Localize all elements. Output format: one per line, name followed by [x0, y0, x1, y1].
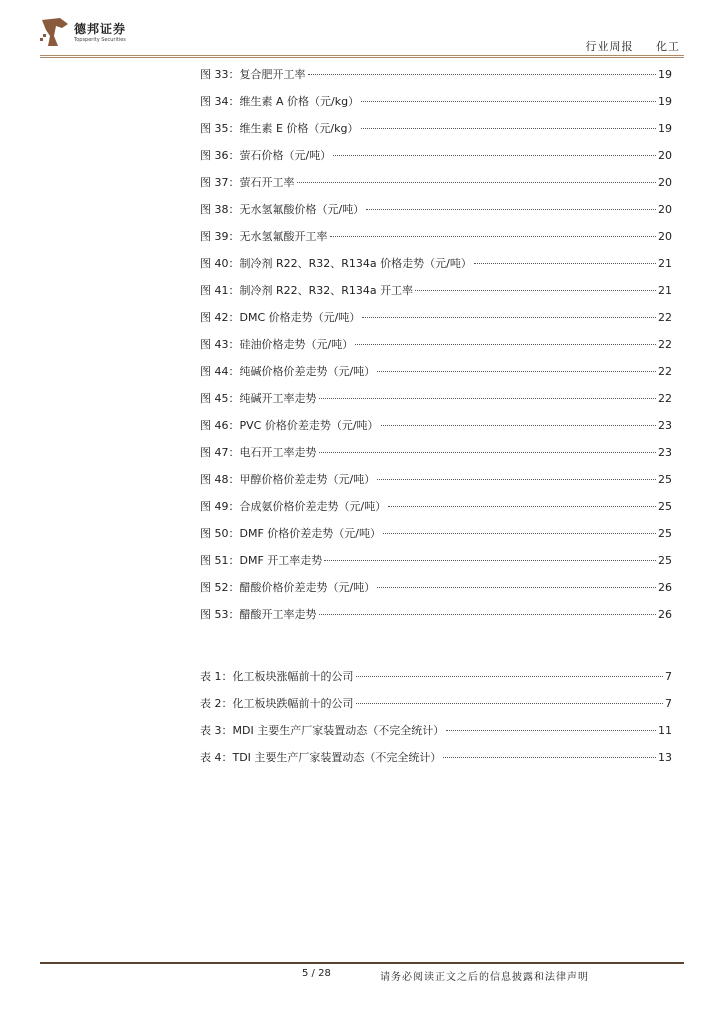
figure-entry-label: 图 35：维生素 E 价格（元/kg） [200, 122, 359, 135]
disclaimer-note: 请务必阅读正文之后的信息披露和法律声明 [380, 972, 589, 983]
figure-entry[interactable] [200, 308, 672, 335]
report-category [586, 38, 681, 54]
table-entry-label: 表 2：化工板块跌幅前十的公司 [200, 697, 354, 710]
figure-entry-label: 图 46：PVC 价格价差走势（元/吨） [200, 419, 379, 432]
figure-entry-page: 19 [658, 68, 672, 81]
dot-leader [377, 371, 656, 372]
table-entry-label: 表 3：MDI 主要生产厂家装置动态（不完全统计） [200, 724, 445, 737]
figure-entry-page: 25 [658, 554, 672, 567]
dot-leader [366, 209, 656, 210]
table-entry-label: 表 1：化工板块涨幅前十的公司 [200, 670, 354, 683]
figure-entry-label: 图 49：合成氨价格价差走势（元/吨） [200, 500, 387, 513]
figure-entry-page: 22 [658, 338, 672, 351]
table-entry[interactable] [200, 748, 672, 775]
figure-entry-label: 图 38：无水氢氟酸价格（元/吨） [200, 203, 365, 216]
dot-leader [377, 479, 656, 480]
figure-entry-page: 25 [658, 500, 672, 513]
report-sector: 化工 [656, 40, 680, 53]
figure-entry-page: 20 [658, 176, 672, 189]
figure-entry-label: 图 39：无水氢氟酸开工率 [200, 230, 328, 243]
table-entry-page: 13 [658, 751, 672, 764]
footer-rule [40, 962, 684, 964]
figure-entry-label: 图 41：制冷剂 R22、R32、R134a 开工率 [200, 284, 414, 297]
figure-entry[interactable] [200, 362, 672, 389]
figure-index [200, 65, 672, 632]
figure-entry-label: 图 52：醋酸价格价差走势（元/吨） [200, 581, 376, 594]
figure-entry-page: 21 [658, 284, 672, 297]
dot-leader [361, 128, 657, 129]
figure-entry-label: 图 44：纯碱价格价差走势（元/吨） [200, 365, 376, 378]
table-entry[interactable] [200, 667, 672, 694]
figure-entry[interactable] [200, 470, 672, 497]
figure-entry-page: 20 [658, 203, 672, 216]
figure-entry-label: 图 33：复合肥开工率 [200, 68, 306, 81]
brand-name: 德邦证券 [74, 22, 127, 36]
table-entry[interactable] [200, 721, 672, 748]
dot-leader [355, 344, 656, 345]
figure-entry-page: 25 [658, 527, 672, 540]
figure-entry[interactable] [200, 119, 672, 146]
table-entry-page: 11 [658, 724, 672, 737]
table-index [200, 667, 672, 775]
report-type: 行业周报 [585, 40, 634, 53]
dot-leader [330, 236, 657, 237]
figure-entry-page: 23 [658, 419, 672, 432]
dot-leader [362, 317, 656, 318]
figure-entry-label: 图 34：维生素 A 价格（元/kg） [200, 95, 360, 108]
figure-entry[interactable] [200, 200, 672, 227]
brand-mark-icon [40, 16, 70, 48]
figure-entry-label: 图 53：醋酸开工率走势 [200, 608, 317, 621]
figure-entry-label: 图 45：纯碱开工率走势 [200, 392, 317, 405]
dot-leader [446, 730, 656, 731]
figure-entry-page: 23 [658, 446, 672, 459]
figure-entry-label: 图 36：萤石价格（元/吨） [200, 149, 332, 162]
figure-entry-page: 22 [658, 311, 672, 324]
header-rule [40, 55, 684, 56]
figure-entry-page: 19 [658, 95, 672, 108]
dot-leader [383, 533, 656, 534]
figure-entry[interactable] [200, 389, 672, 416]
figure-entry-page: 26 [658, 581, 672, 594]
figure-entry[interactable] [200, 65, 672, 92]
figure-entry[interactable] [200, 578, 672, 605]
figure-entry-label: 图 42：DMC 价格走势（元/吨） [200, 311, 361, 324]
figure-entry[interactable] [200, 146, 672, 173]
figure-entry-page: 20 [658, 230, 672, 243]
figure-entry-label: 图 37：萤石开工率 [200, 176, 295, 189]
figure-entry[interactable] [200, 335, 672, 362]
figure-entry[interactable] [200, 92, 672, 119]
dot-leader [356, 703, 664, 704]
brand-subtitle: Topsperity Securities [74, 37, 126, 43]
figure-entry-page: 20 [658, 149, 672, 162]
figure-entry[interactable] [200, 551, 672, 578]
figure-entry[interactable] [200, 605, 672, 632]
table-entry[interactable] [200, 694, 672, 721]
dot-leader [361, 101, 656, 102]
figure-entry-page: 22 [658, 392, 672, 405]
figure-entry-label: 图 50：DMF 价格价差走势（元/吨） [200, 527, 381, 540]
header-rule-secondary [40, 57, 684, 58]
dot-leader [319, 398, 657, 399]
dot-leader [388, 506, 656, 507]
dot-leader [324, 560, 656, 561]
figure-entry[interactable] [200, 416, 672, 443]
figure-entry-label: 图 47：电石开工率走势 [200, 446, 317, 459]
figure-entry[interactable] [200, 524, 672, 551]
figure-entry-page: 21 [658, 257, 672, 270]
dot-leader [319, 614, 657, 615]
figure-entry[interactable] [200, 173, 672, 200]
figure-entry-label: 图 48：甲醇价格价差走势（元/吨） [200, 473, 376, 486]
dot-leader [333, 155, 656, 156]
figure-entry[interactable] [200, 497, 672, 524]
brand-logo [40, 16, 150, 50]
table-entry-page: 7 [665, 670, 672, 683]
dot-leader [319, 452, 657, 453]
figure-entry[interactable] [200, 227, 672, 254]
table-entry-page: 7 [665, 697, 672, 710]
page-number: 5 / 28 [302, 968, 331, 979]
figure-entry-label: 图 43：硅油价格走势（元/吨） [200, 338, 354, 351]
dot-leader [443, 757, 656, 758]
figure-entry-page: 22 [658, 365, 672, 378]
dot-leader [377, 587, 656, 588]
figure-entry[interactable] [200, 281, 672, 308]
figure-entry-page: 25 [658, 473, 672, 486]
figure-entry-page: 19 [658, 122, 672, 135]
figure-entry[interactable] [200, 443, 672, 470]
dot-leader [356, 676, 664, 677]
dot-leader [415, 290, 656, 291]
figure-entry-label: 图 40：制冷剂 R22、R32、R134a 价格走势（元/吨） [200, 257, 472, 270]
figure-entry-page: 26 [658, 608, 672, 621]
dot-leader [308, 74, 657, 75]
dot-leader [297, 182, 657, 183]
table-entry-label: 表 4：TDI 主要生产厂家装置动态（不完全统计） [200, 751, 442, 764]
figure-entry-label: 图 51：DMF 开工率走势 [200, 554, 323, 567]
figure-entry[interactable] [200, 254, 672, 281]
dot-leader [474, 263, 656, 264]
dot-leader [381, 425, 656, 426]
